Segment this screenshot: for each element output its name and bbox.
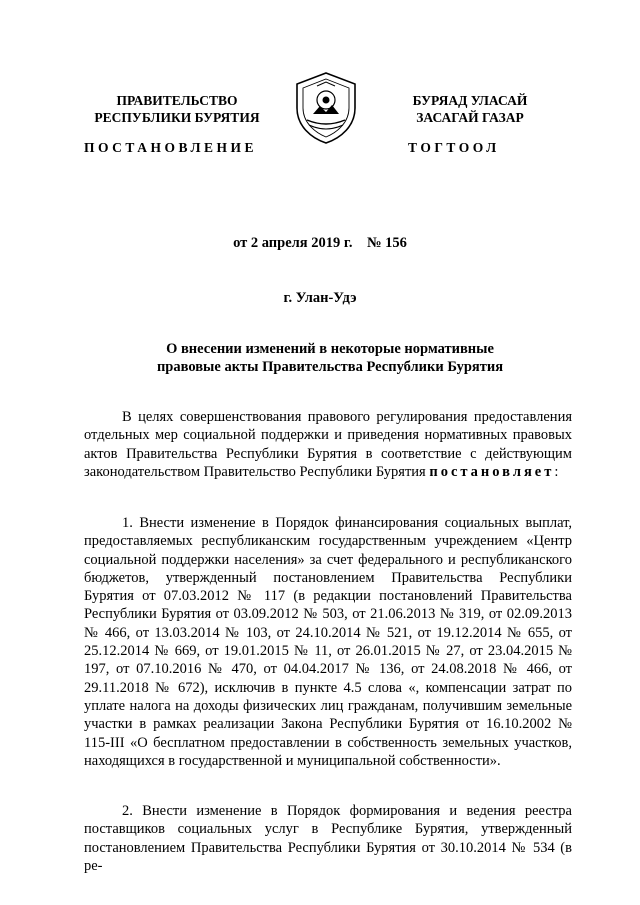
preamble-tail: : <box>554 463 559 480</box>
header-right <box>380 92 560 126</box>
coat-of-arms-icon <box>293 70 359 146</box>
header-left-line1: ПРАВИТЕЛЬСТВО <box>116 93 238 108</box>
city: г. Улан-Удэ <box>283 290 357 306</box>
resolve-word: постановляет <box>429 463 555 480</box>
title-line2: правовые акты Правительства Республики Бурятия <box>156 359 504 375</box>
preamble-text: В целях совершенствования правового регулирования предоставления отдельных мер социальной поддержки и приведения нормативных правовых актов Правительства Республики Бурятия в соответствие с действующим законодательством Правительство Республики Бурятия <box>84 409 572 480</box>
document-title <box>120 340 540 376</box>
date-number: от 2 апреля 2019 г. № 156 <box>233 235 407 251</box>
preamble-paragraph <box>84 408 572 481</box>
header-right-line1: БУРЯАД УЛАСАЙ <box>412 93 528 108</box>
header-left-line2: РЕСПУБЛИКИ БУРЯТИЯ <box>94 110 260 125</box>
doc-type-buryat: ТОГТООЛ <box>408 140 500 155</box>
header-right-line2: ЗАСАГАЙ ГАЗАР <box>416 110 524 125</box>
title-line1: О внесении изменений в некоторые нормативные <box>166 341 494 357</box>
paragraph-2: 2. Внести изменение в Порядок формирования и ведения реестра поставщиков социальных услуг в Республике Бурятия, утвержденный постановлением Правительства Республики Бурятия от 30.10.2014 № 534 (в ре- <box>84 803 572 874</box>
header-left <box>68 92 286 126</box>
doc-type-russian: ПОСТАНОВЛЕНИЕ <box>84 140 258 155</box>
paragraph-1: 1. Внести изменение в Порядок финансирования социальных выплат, предоставляемых республиканским государственным учреждением «Центр социальной поддержки населения» за счет федерального и республиканского бюджетов, утвержденный постановлением Правительства Республики Бурятия от 07.03.2012 № 117 (в редакции постановлений Правительства Республики Бурятия от 03.09.2012 № 503, от 21.06.2013 № 319, от 02.09.2013 № 466, от 13.03.2014 № 103, от 24.10.2014 № 521, от 19.12.2014 № 655, от 25.12.2014 № 669, от 19.01.2015 № 11, от 26.01.2015 № 27, от 23.04.2015 № 197, от 07.10.2016 № 470, от 04.04.2017 № 136, от 24.08.2018 № 466, от 29.11.2018 № 672), исключив в пункте 4.5 слова «, компенсации затрат по уплате налога на доходы физических лиц гражданам, получившим земельные участки в рамках реализации Закона Республики Бурятия от 16.10.2002 № 115-III «О бесплатном предоставлении в собственность земельных участков, находящихся в государственной и муниципальной собственности». <box>84 515 572 769</box>
